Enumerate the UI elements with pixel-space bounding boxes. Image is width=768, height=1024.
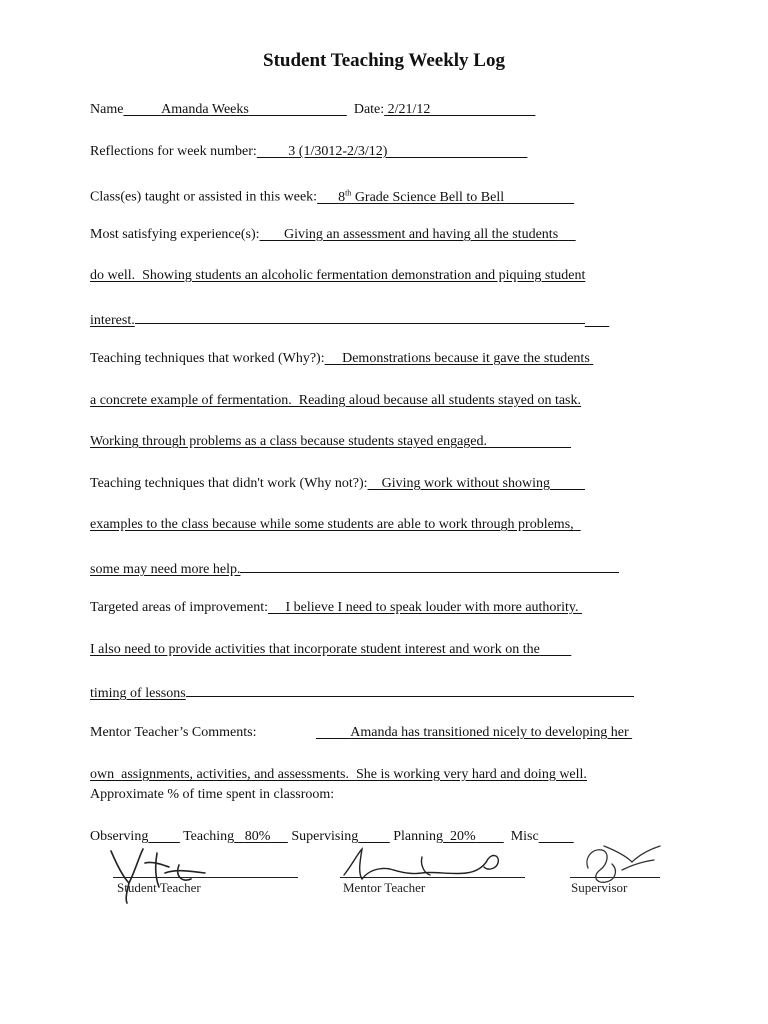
observing-label: Observing xyxy=(90,829,149,844)
improvement-line-3: timing of lessons xyxy=(90,686,186,701)
fill-line-end xyxy=(585,313,610,328)
classes-label: Class(es) taught or assisted in this week: xyxy=(90,189,318,205)
misc-label: Misc xyxy=(510,829,539,844)
time-label: Approximate % of time spent in classroom: xyxy=(90,787,335,802)
date-value: 2/21/12 xyxy=(387,102,431,117)
teaching-value: 80% xyxy=(244,829,271,844)
satisfying-line-1: Giving an assessment and having all the students xyxy=(284,227,559,242)
week-row xyxy=(90,143,527,161)
mentor-signature-scribble xyxy=(338,845,508,885)
supervisor-label: Supervisor xyxy=(571,880,628,895)
mentor-line-2: own assignments, activities, and assessments. She is working very hard and doing well. xyxy=(90,767,587,782)
mentor-teacher-label: Mentor Teacher xyxy=(343,880,426,895)
observing-blank xyxy=(148,829,180,844)
fill-line xyxy=(487,434,571,449)
name-date-row xyxy=(90,101,535,119)
misc-blank xyxy=(539,829,574,844)
fill-line xyxy=(135,309,585,324)
fill-line xyxy=(540,642,572,657)
didnt-work-line-1: Giving work without showing xyxy=(381,476,550,491)
fill-line xyxy=(574,517,581,532)
supervising-blank xyxy=(358,829,390,844)
student-signature-scribble xyxy=(105,843,225,905)
date-label: Date: xyxy=(353,102,385,117)
improvement-line-2: I also need to provide activities that incorporate student interest and work on the xyxy=(90,642,540,657)
improvement-label: Targeted areas of improvement: xyxy=(90,600,268,615)
week-value: 3 (1/3012-2/3/12) xyxy=(288,144,388,159)
didnt-work-line-3: some may need more help. xyxy=(90,562,241,577)
week-label: Reflections for week number: xyxy=(90,144,257,159)
planning-label: Planning xyxy=(393,829,444,844)
didnt-work-row-1 xyxy=(90,475,585,493)
improvement-row-2 xyxy=(90,641,571,659)
satisfying-line-3: interest. xyxy=(90,313,135,328)
worked-line-3: Working through problems as a class because students stayed engaged. xyxy=(90,434,487,449)
planning-value: 20% xyxy=(450,829,476,844)
worked-row-3 xyxy=(90,433,571,451)
supervisor-signature-scribble xyxy=(574,840,669,890)
fill-line xyxy=(186,682,634,697)
page-title: Student Teaching Weekly Log xyxy=(263,50,505,71)
satisfying-line-2: do well. Showing students an alcoholic fermentation demonstration and piquing student xyxy=(90,268,586,283)
worked-line-1: Demonstrations because it gave the students xyxy=(342,351,590,366)
name-value: Amanda Weeks xyxy=(161,102,249,117)
student-teacher-label: Student Teacher xyxy=(117,880,201,895)
name-label: Name xyxy=(90,102,124,117)
improvement-line-1: I believe I need to speak louder with more authority. xyxy=(285,600,579,615)
improvement-row-1 xyxy=(90,599,582,617)
improvement-row-3 xyxy=(90,682,634,703)
satisfying-row-3 xyxy=(90,309,609,330)
mentor-label: Mentor Teacher’s Comments: xyxy=(90,725,257,740)
didnt-work-label: Teaching techniques that didn't work (Why not?): xyxy=(90,476,368,491)
mentor-row-1 xyxy=(316,724,632,742)
classes-row xyxy=(90,184,574,207)
worked-label: Teaching techniques that worked (Why?): xyxy=(90,351,325,366)
didnt-work-row-2 xyxy=(90,516,581,534)
didnt-work-row-3 xyxy=(90,558,619,579)
worked-row-1 xyxy=(90,350,593,368)
didnt-work-line-2: examples to the class because while some students are able to work through problems, xyxy=(90,517,574,532)
mentor-line-1: Amanda has transitioned nicely to developing her xyxy=(350,725,629,740)
classes-value: 8th Grade Science Bell to Bell xyxy=(338,188,505,205)
teaching-label: Teaching xyxy=(183,829,235,844)
fill-line xyxy=(240,558,619,573)
worked-line-2: a concrete example of fermentation. Reading aloud because all students stayed on task. xyxy=(90,393,581,408)
satisfying-label: Most satisfying experience(s): xyxy=(90,227,260,242)
supervising-label: Supervising xyxy=(291,829,359,844)
satisfying-row-1 xyxy=(90,226,576,244)
